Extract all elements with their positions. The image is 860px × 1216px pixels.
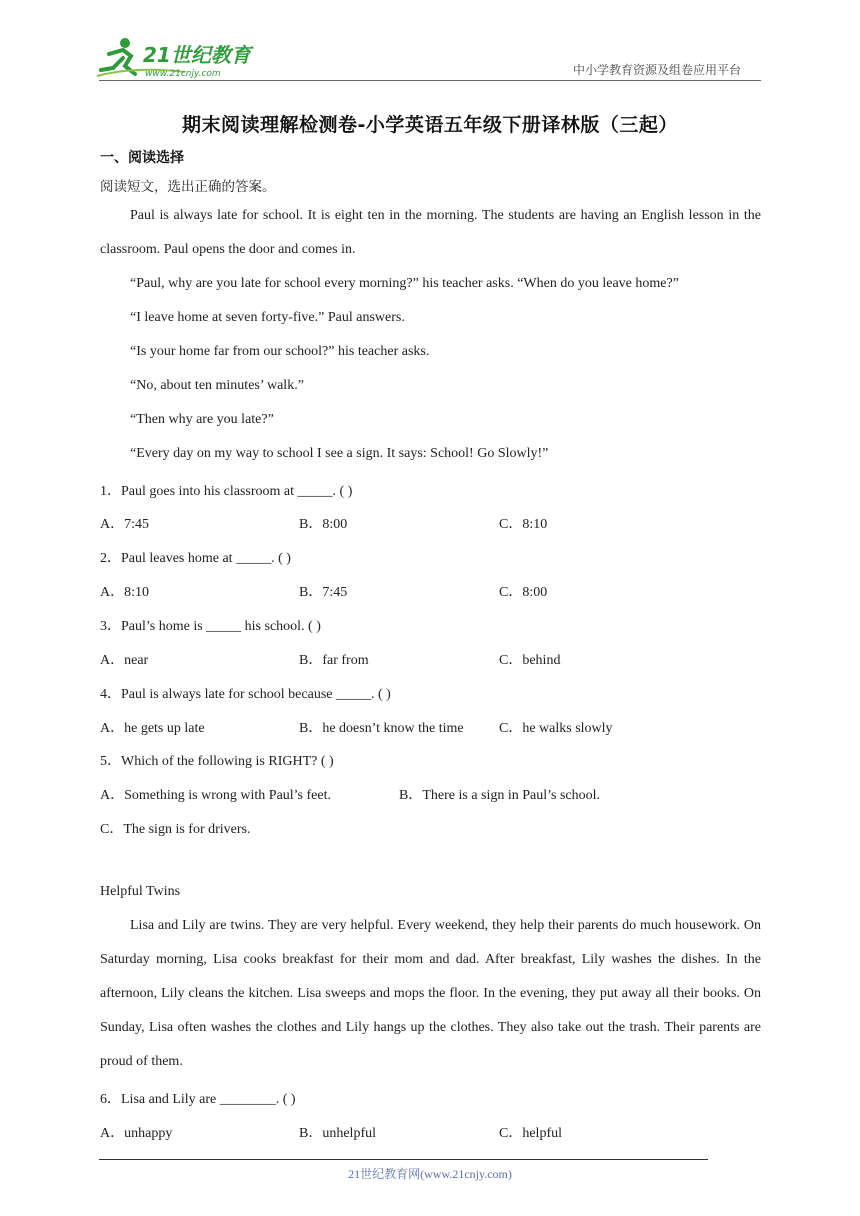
passage-1 <box>100 199 761 267</box>
option-a[interactable]: A．8:10 <box>100 585 149 600</box>
section-heading: 一、阅读选择 <box>100 150 184 166</box>
option-c[interactable]: C．helpful <box>499 1126 562 1141</box>
option-b[interactable]: B．There is a sign in Paul’s school. <box>399 788 601 803</box>
dialogue-line: “Is your home far from our school?” his teacher asks. <box>130 344 430 359</box>
passage-2 <box>100 909 761 1079</box>
question-1: 1．Paul goes into his classroom at _____. ( ) <box>100 484 353 499</box>
runner-logo-icon <box>95 36 270 80</box>
passage-2-text: Lisa and Lily are twins. They are very helpful. Every weekend, they help their parents do much housework. On Saturday morning, Lisa cooks breakfast for their mom and dad. After breakfast, Lily washes the dishes. In the afternoon, Lily cleans the kitchen. Lisa sweeps and mops the floor. In the evening, they put away all their books. On Sunday, Lisa often washes the clothes and Lily hangs up the clothes. They also take out the trash. Their parents are proud of them. <box>100 918 761 1069</box>
footer-divider <box>99 1159 708 1160</box>
header-divider <box>99 80 761 81</box>
option-a[interactable]: A．Something is wrong with Paul’s feet. <box>100 788 331 803</box>
option-b[interactable]: B．unhelpful <box>299 1126 376 1141</box>
option-b[interactable]: B．8:00 <box>299 517 348 532</box>
dialogue-line: “Every day on my way to school I see a sign. It says: School! Go Slowly!” <box>130 446 549 461</box>
site-logo <box>95 36 270 80</box>
option-c[interactable]: C．The sign is for drivers. <box>100 822 251 837</box>
option-b[interactable]: B．7:45 <box>299 585 348 600</box>
passage-2-title: Helpful Twins <box>100 884 181 899</box>
dialogue-line: “Paul, why are you late for school every morning?” his teacher asks. “When do you leave home?” <box>130 276 679 291</box>
logo-url: www.21cnjy.com <box>145 69 221 79</box>
option-a[interactable]: A．near <box>100 653 149 668</box>
footer-link[interactable]: 21世纪教育网(www.21cnjy.com) <box>348 1167 512 1181</box>
question-4: 4．Paul is always late for school because _____. ( ) <box>100 687 391 702</box>
passage-1-intro: Paul is always late for school. It is eight ten in the morning. The students are having an English lesson in the classroom. Paul opens the door and comes in. <box>100 208 761 257</box>
platform-name: 中小学教育资源及组卷应用平台 <box>573 63 742 77</box>
dialogue-line: “Then why are you late?” <box>130 412 274 427</box>
question-2: 2．Paul leaves home at _____. ( ) <box>100 551 291 566</box>
option-a[interactable]: A．7:45 <box>100 517 149 532</box>
dialogue-line: “No, about ten minutes’ walk.” <box>130 378 304 393</box>
option-b[interactable]: B．far from <box>299 653 369 668</box>
option-c[interactable]: C．behind <box>499 653 561 668</box>
question-5: 5．Which of the following is RIGHT? ( ) <box>100 754 334 769</box>
option-c[interactable]: C．8:00 <box>499 585 548 600</box>
instruction: 阅读短文，选出正确的答案。 <box>100 179 276 195</box>
option-a[interactable]: A．unhappy <box>100 1126 173 1141</box>
question-6: 6．Lisa and Lily are ________. ( ) <box>100 1092 296 1107</box>
option-a[interactable]: A．he gets up late <box>100 721 205 736</box>
page-title: 期末阅读理解检测卷-小学英语五年级下册译林版（三起） <box>182 114 678 136</box>
option-c[interactable]: C．8:10 <box>499 517 548 532</box>
option-c[interactable]: C．he walks slowly <box>499 721 613 736</box>
option-b[interactable]: B．he doesn’t know the time <box>299 721 464 736</box>
logo-text: 21世纪教育 <box>143 43 251 67</box>
question-3: 3．Paul’s home is _____ his school. ( ) <box>100 619 321 634</box>
dialogue-line: “I leave home at seven forty-five.” Paul answers. <box>130 310 405 325</box>
